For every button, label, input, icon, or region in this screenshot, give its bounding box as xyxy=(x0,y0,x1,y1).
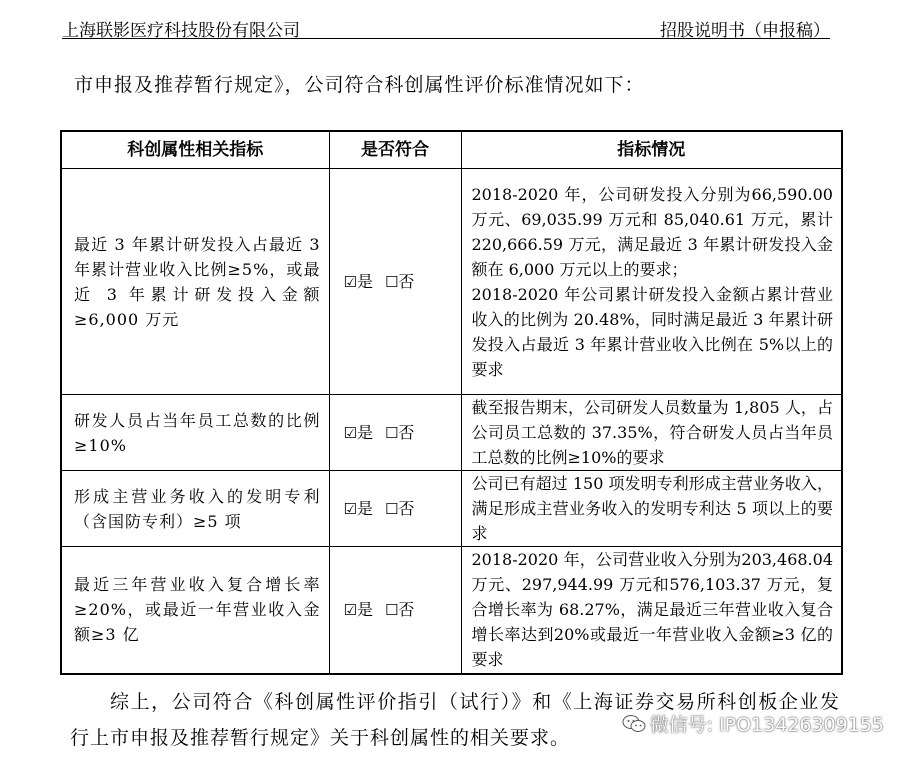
yes-label: 是 xyxy=(356,498,373,518)
yes-option xyxy=(344,499,373,518)
compliance-cell xyxy=(329,169,461,395)
watermark xyxy=(622,710,884,737)
wechat-icon xyxy=(622,714,646,734)
checked-box-icon: ☑ xyxy=(343,600,357,619)
no-option xyxy=(385,423,414,442)
indicator-cell: 研发人员占当年员工总数的比例≥10% xyxy=(61,395,329,471)
compliance-cell xyxy=(329,395,461,471)
situation-paragraph: 2018-2020 年，公司研发投入分别为66,590.00 万元、69,035.99 万元和 85,040.61 万元，累计 220,666.59 万元，满足最近 3 年累计研发投入金额在 6,000 万元以上的要求； xyxy=(471,184,833,279)
compliance-cell xyxy=(329,471,461,547)
yes-option xyxy=(344,423,373,442)
no-option xyxy=(385,272,414,291)
no-label: 否 xyxy=(398,422,415,442)
criteria-table xyxy=(60,130,843,675)
company-name: 上海联影医疗科技股份有限公司 xyxy=(62,21,300,41)
header-compliance: 是否符合 xyxy=(329,131,461,169)
yes-label: 是 xyxy=(356,422,373,442)
checked-box-icon: ☑ xyxy=(343,272,357,291)
no-option xyxy=(385,499,414,518)
indicator-cell: 形成主营业务收入的发明专利（含国防专利）≥5 项 xyxy=(61,471,329,547)
compliance-cell xyxy=(329,547,461,674)
indicator-cell: 最近 3 年累计研发投入占最近 3 年累计营业收入比例≥5%，或最近 3 年累计研发投入金额≥6,000 万元 xyxy=(61,169,329,395)
table-row xyxy=(61,169,842,395)
unchecked-box-icon: ☐ xyxy=(384,600,399,619)
conclusion-paragraph: 综上，公司符合《科创属性评价指引（试行）》和《上海证券交易所科创板企业发行上市申报及推荐暂行规定》关于科创属性的相关要求。 xyxy=(70,691,840,749)
yes-option xyxy=(344,600,373,619)
yes-label: 是 xyxy=(356,271,373,291)
no-label: 否 xyxy=(398,271,415,291)
situation-cell: 截至报告期末，公司研发人员数量为 1,805 人，占公司员工总数的 37.35%，符合研发人员占当年员工总数的比例≥10%的要求 xyxy=(461,395,842,471)
unchecked-box-icon: ☐ xyxy=(384,499,399,518)
situation-cell: 2018-2020 年，公司营业收入分别为203,468.04 万元、297,944.99 万元和576,103.37 万元，复合增长率为 68.27%，满足最近三年营业收入复合增长率达到20%或最近一年营业收入金额≥3 亿的要求 xyxy=(461,547,842,674)
checked-box-icon: ☑ xyxy=(343,423,357,442)
watermark-text: 微信号: IPO13426309155 xyxy=(649,714,884,736)
unchecked-box-icon: ☐ xyxy=(384,272,399,291)
situation-cell xyxy=(461,169,842,395)
unchecked-box-icon: ☐ xyxy=(384,423,399,442)
situation-paragraph: 2018-2020 年公司累计研发投入金额占累计营业收入的比例为 20.48%，同时满足最近 3 年累计研发投入占最近 3 年累计营业收入比例在 5%以上的要求 xyxy=(471,284,833,379)
document-title: 招股说明书（申报稿） xyxy=(660,21,830,41)
no-option xyxy=(385,600,414,619)
table-row xyxy=(61,395,842,471)
intro-paragraph: 市申报及推荐暂行规定》，公司符合科创属性评价标准情况如下： xyxy=(74,74,645,96)
yes-option xyxy=(344,272,373,291)
yes-label: 是 xyxy=(356,599,373,619)
no-label: 否 xyxy=(398,599,415,619)
table-header-row xyxy=(61,131,842,169)
table-row xyxy=(61,471,842,547)
header-situation: 指标情况 xyxy=(461,131,842,169)
header-indicator: 科创属性相关指标 xyxy=(61,131,329,169)
situation-cell: 公司已有超过 150 项发明专利形成主营业务收入，满足形成主营业务收入的发明专利达 5 项以上的要求 xyxy=(461,471,842,547)
page-header xyxy=(62,10,830,39)
table-row xyxy=(61,547,842,674)
indicator-cell: 最近三年营业收入复合增长率≥20%，或最近一年营业收入金额≥3 亿 xyxy=(61,547,329,674)
no-label: 否 xyxy=(398,498,415,518)
checked-box-icon: ☑ xyxy=(343,499,357,518)
